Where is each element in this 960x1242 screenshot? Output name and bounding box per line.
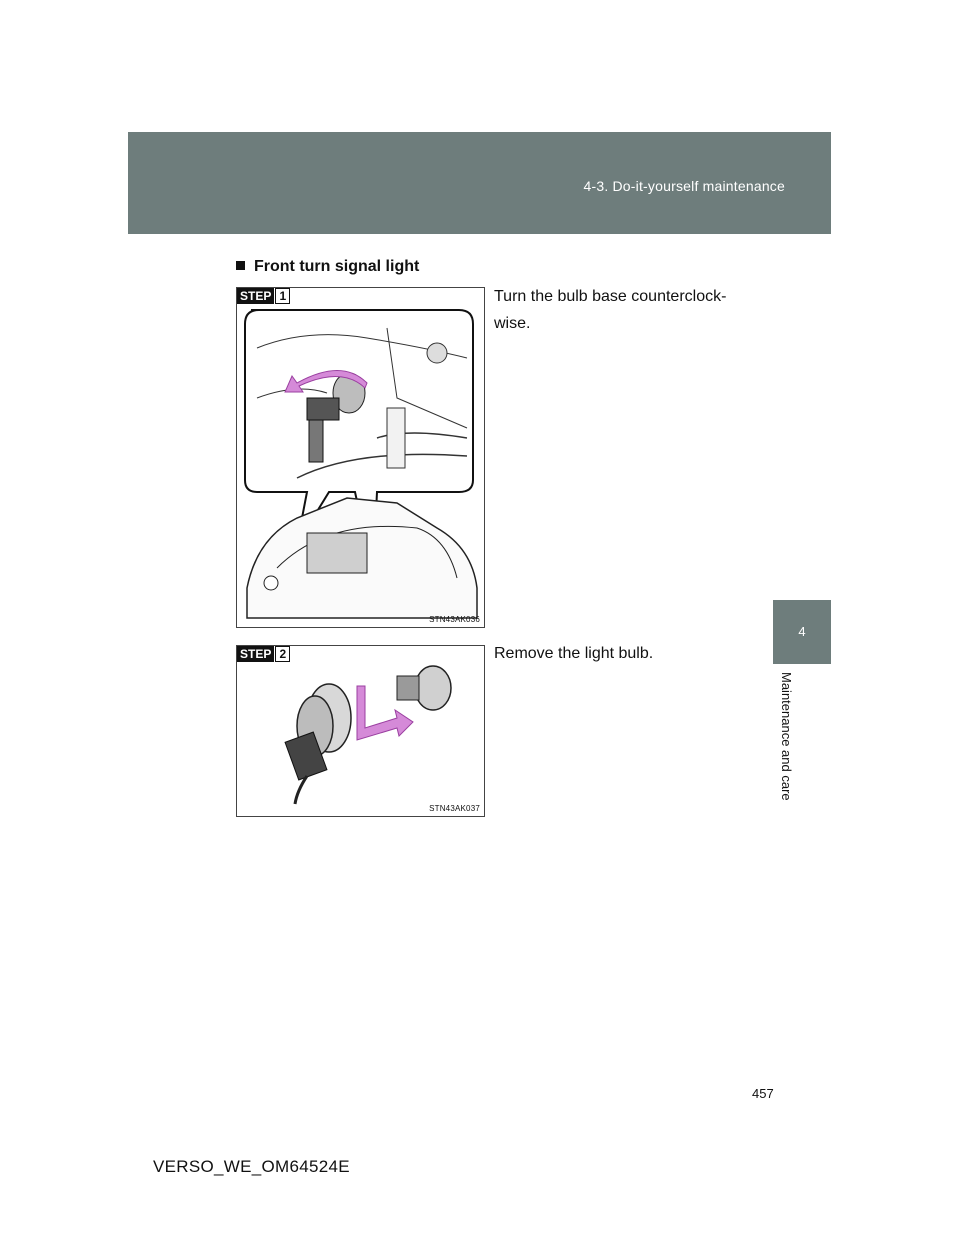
instruction-text: Remove the light bulb. bbox=[494, 645, 654, 662]
chapter-label-text: Maintenance and care bbox=[779, 672, 794, 801]
step-1-instruction bbox=[494, 283, 764, 337]
page-number: 457 bbox=[752, 1086, 774, 1101]
step-1-figure bbox=[236, 287, 485, 628]
engine-bay-illustration bbox=[237, 288, 484, 627]
document-id: VERSO_WE_OM64524E bbox=[153, 1157, 350, 1176]
section-title: 4-3. Do-it-yourself maintenance bbox=[583, 178, 785, 194]
step-word: STEP bbox=[237, 288, 274, 304]
figure-code: STN43AK037 bbox=[429, 804, 480, 813]
step-2-figure bbox=[236, 645, 485, 817]
step-2-instruction bbox=[494, 640, 764, 667]
step-1-badge bbox=[237, 288, 290, 304]
step-2-badge bbox=[237, 646, 290, 662]
chapter-number: 4 bbox=[798, 624, 806, 639]
subheading bbox=[236, 258, 419, 276]
chapter-tab[interactable] bbox=[773, 600, 831, 664]
step-word: STEP bbox=[237, 646, 274, 662]
bulb-removal-illustration bbox=[237, 646, 484, 816]
instruction-text: Turn the bulb base counterclock- wise. bbox=[494, 288, 727, 332]
step-number: 1 bbox=[275, 288, 290, 304]
square-bullet-icon bbox=[236, 261, 245, 270]
section-header bbox=[128, 132, 831, 234]
chapter-label bbox=[770, 672, 834, 822]
step-number: 2 bbox=[275, 646, 290, 662]
subheading-text: Front turn signal light bbox=[254, 258, 420, 275]
figure-code: STN43AK036 bbox=[429, 615, 480, 624]
